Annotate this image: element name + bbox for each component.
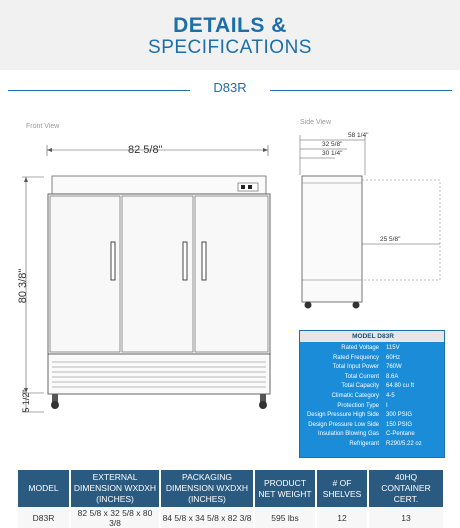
spec-value: 300 PSIG [386, 412, 413, 419]
spec-label: Design Pressure Low Side [308, 421, 379, 428]
front-view-label: Front View [26, 123, 60, 130]
col-header-model: MODEL [18, 470, 70, 507]
cell-net-weight: 595 lbs [254, 507, 316, 528]
spec-panel-title: MODEL D83R [300, 331, 445, 342]
spec-row [300, 421, 445, 431]
spec-label: Climatic Category [331, 392, 379, 399]
spec-value: 64.80 cu ft [386, 383, 415, 390]
spec-label: Total Current [344, 373, 379, 380]
model-code: D83R [213, 80, 247, 95]
side-view-label: Side View [300, 119, 332, 126]
spec-row [300, 373, 445, 383]
spec-label: Design Pressure High Side [306, 412, 379, 419]
side-dimension-3: 30 1/4" [322, 150, 343, 157]
spec-row [300, 411, 445, 421]
cell-packaging-dimension: 84 5/8 x 34 5/8 x 82 3/8 [160, 507, 254, 528]
spec-label: Total Input Power [332, 364, 379, 371]
spec-value: 760W [386, 364, 402, 371]
spec-row [300, 402, 445, 412]
title-line-2: SPECIFICATIONS [148, 37, 312, 58]
spec-value: 150 PSIG [386, 421, 413, 428]
side-dimension-1: 58 1/4" [348, 132, 369, 139]
front-leg-dimension: 5 1/2" [21, 389, 31, 413]
col-header-external-dimension: EXTERNAL DIMENSION WXDXH (INCHES) [70, 470, 160, 507]
product-dimensions-table [18, 470, 443, 528]
col-header-packaging-dimension: PACKAGING DIMENSION WXDXH (INCHES) [160, 470, 254, 507]
table-header-row [18, 470, 443, 507]
spec-value: 8.6A [386, 373, 399, 380]
cell-shelves: 12 [316, 507, 368, 528]
spec-label: Rated Voltage [341, 345, 379, 351]
spec-label: Total Capacity [341, 383, 379, 390]
spec-row [300, 440, 445, 450]
spec-value: 4-5 [386, 392, 395, 399]
side-dimension-4: 25 5/8" [380, 236, 401, 243]
spec-value: 115V [386, 345, 400, 351]
spec-value: 60Hz [386, 354, 401, 361]
front-height-dimension: 80 3/8" [17, 268, 29, 304]
side-dimension-2: 32 5/8" [322, 141, 343, 148]
spec-row [300, 363, 445, 373]
spec-row [300, 354, 445, 364]
col-header-container-cert: 40HQ CONTAINER CERT. [368, 470, 443, 507]
cell-model: D83R [18, 507, 70, 528]
spec-label: Refrigerant [349, 440, 379, 447]
spec-row [300, 430, 445, 440]
col-header-shelves: # OF SHELVES [316, 470, 368, 507]
spec-label: Rated Frequency [332, 354, 379, 361]
spec-value: R290/5.22 oz [386, 440, 422, 447]
spec-rows [300, 344, 445, 450]
col-header-net-weight: PRODUCT NET WEIGHT [254, 470, 316, 507]
spec-value: C-Pentane [386, 431, 415, 438]
spec-row [300, 382, 445, 392]
title-line-1: DETAILS & [173, 14, 287, 37]
front-width-dimension: 82 5/8" [128, 144, 163, 156]
spec-label: Protection Type [337, 402, 379, 409]
spec-row [300, 344, 445, 354]
cell-container-cert: 13 [368, 507, 443, 528]
spec-label: Insulation Blowing Gas [317, 431, 379, 438]
specification-panel [299, 330, 445, 458]
cell-external-dimension: 82 5/8 x 32 5/8 x 80 3/8 [70, 507, 160, 528]
table-row [18, 507, 443, 528]
spec-value: I [386, 402, 388, 409]
spec-row [300, 392, 445, 402]
